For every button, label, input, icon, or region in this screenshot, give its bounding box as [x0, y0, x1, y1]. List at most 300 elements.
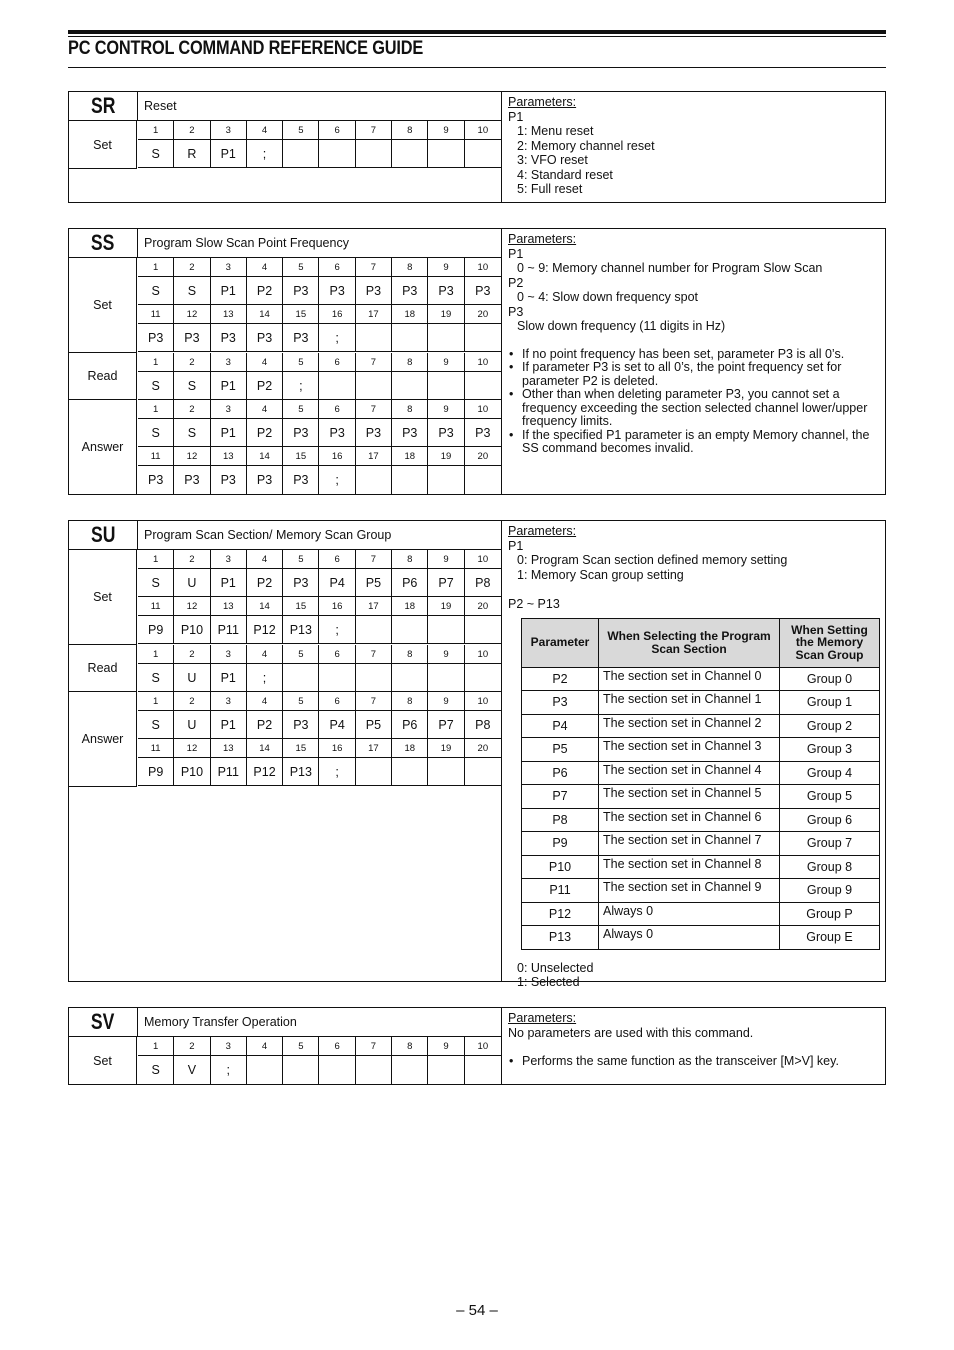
value-row [138, 466, 501, 494]
value-cell: P3 [283, 419, 319, 446]
value-cell: P8 [475, 575, 491, 590]
value-cell: S [138, 1056, 174, 1084]
parameter-cell: P7 [522, 785, 599, 809]
index-cell: 6 [319, 692, 355, 710]
command-code-text: SR [90, 93, 116, 118]
index-cell: 7 [356, 550, 392, 568]
group-cell: Group 3 [780, 738, 880, 762]
value-cell: P5 [356, 569, 392, 596]
table-row [522, 691, 880, 715]
index-cell: 5 [283, 258, 319, 276]
value-cell: P3 [428, 277, 464, 304]
index-cell: 8 [392, 645, 428, 663]
index-cell: 10 [477, 648, 489, 660]
read-grid [138, 645, 501, 692]
param-p1: P1 [508, 538, 524, 553]
value-cell: P3 [211, 466, 247, 494]
index-cell: 12 [174, 739, 210, 757]
value-cell: S [138, 419, 174, 446]
index-cell: 4 [247, 645, 283, 663]
value-cell [465, 324, 501, 351]
index-cell: 12 [174, 447, 210, 465]
index-cell: 4 [247, 692, 283, 710]
value-cell: P3 [283, 466, 319, 494]
header-rule-thick [68, 30, 886, 34]
value-cell: P3 [283, 711, 319, 738]
value-cell [428, 140, 464, 167]
value-cell: P3 [319, 419, 355, 446]
note-item: • Performs the same function as the transceiver [M>V] key. [508, 1054, 879, 1069]
value-cell: S [138, 711, 174, 738]
index-cell: 4 [247, 121, 283, 139]
section-cell: Always 0 [599, 902, 780, 926]
value-cell: P3 [283, 569, 319, 596]
note-item: • If no point frequency has been set, parameter P3 is all 0’s. [508, 348, 879, 362]
scan-group-table [521, 618, 880, 950]
value-cell: P1 [211, 711, 247, 738]
value-cell [356, 616, 392, 643]
parameter-cell: P11 [522, 879, 599, 903]
value-cell [465, 466, 501, 494]
value-cell [465, 1056, 501, 1084]
param-p2-desc: 0 ~ 4: Slow down frequency spot [517, 290, 699, 304]
index-row [138, 645, 501, 664]
value-cell: P9 [138, 616, 174, 643]
parameter-cell: P5 [522, 738, 599, 762]
value-cell [356, 140, 392, 167]
param-option: 2: Memory channel reset [517, 138, 655, 153]
section-cell: The section set in Channel 7 [599, 832, 780, 856]
section-cell: Always 0 [599, 926, 780, 950]
param-option: 1: Memory Scan group setting [517, 567, 684, 582]
index-cell: 17 [356, 739, 392, 757]
index-cell: 6 [319, 121, 355, 139]
command-block-su [68, 520, 886, 989]
value-cell: S [138, 664, 174, 691]
index-cell: 6 [319, 645, 355, 663]
index-cell: 17 [356, 597, 392, 615]
command-format-su [69, 521, 501, 981]
set-label: Set [69, 1037, 137, 1084]
value-cell: V [174, 1056, 210, 1084]
value-cell: P4 [319, 569, 355, 596]
index-row [138, 121, 501, 140]
param-option: 1: Menu reset [517, 124, 594, 138]
value-cell: U [174, 569, 210, 596]
value-cell [428, 324, 464, 351]
set-label: Set [69, 550, 137, 645]
parameter-cell: P2 [522, 667, 599, 691]
index-cell: 1 [138, 353, 174, 371]
index-cell: 8 [392, 121, 428, 139]
index-row [138, 447, 501, 466]
value-cell: U [174, 664, 210, 691]
group-cell: Group P [780, 902, 880, 926]
index-cell: 3 [211, 353, 247, 371]
index-cell: 15 [283, 447, 319, 465]
value-cell: P1 [211, 372, 247, 399]
value-cell: P3 [138, 466, 174, 494]
table-body [522, 667, 880, 949]
index-cell: 6 [319, 1037, 355, 1055]
value-cell [392, 324, 428, 351]
index-cell: 5 [283, 353, 319, 371]
value-cell: P10 [174, 758, 210, 785]
value-cell: P5 [356, 711, 392, 738]
read-label: Read [69, 645, 137, 692]
read-grid [138, 353, 501, 400]
value-row [138, 664, 501, 692]
index-cell: 1 [138, 400, 174, 418]
index-cell: 18 [392, 739, 428, 757]
index-cell: 2 [174, 121, 210, 139]
value-cell [319, 664, 355, 691]
param-p1: P1 [508, 109, 524, 124]
value-cell: P3 [319, 277, 355, 304]
no-params-text: No parameters are used with this command. [508, 1025, 754, 1040]
value-row [138, 1056, 501, 1084]
value-cell: S [138, 140, 174, 167]
column-header: When Setting the Memory Scan Group [780, 618, 880, 667]
parameters-title: Parameters: [508, 232, 577, 246]
section-cell: The section set in Channel 6 [599, 808, 780, 832]
set-label: Set [69, 258, 137, 353]
index-cell: 1 [138, 692, 174, 710]
index-cell: 10 [477, 553, 489, 565]
command-code [69, 1008, 138, 1037]
value-row [138, 569, 501, 597]
index-cell: 13 [211, 447, 247, 465]
index-cell: 18 [392, 597, 428, 615]
value-cell: S [174, 372, 210, 399]
section-cell: The section set in Channel 3 [599, 738, 780, 762]
index-cell: 16 [319, 305, 355, 323]
value-cell: P13 [283, 616, 319, 643]
value-cell: P2 [247, 277, 283, 304]
section-cell: The section set in Channel 2 [599, 714, 780, 738]
select-option: 0: Unselected [517, 960, 594, 975]
index-row [138, 400, 501, 419]
index-cell: 13 [211, 305, 247, 323]
index-cell: 3 [211, 258, 247, 276]
command-format-sv [69, 1008, 501, 1084]
value-cell: P4 [319, 711, 355, 738]
index-cell: 19 [428, 597, 464, 615]
value-cell: P3 [283, 324, 319, 351]
value-cell: P3 [475, 425, 491, 440]
value-row [138, 372, 501, 400]
param-option: 3: VFO reset [517, 153, 588, 167]
index-cell: 1 [138, 121, 174, 139]
param-option: 0: Program Scan section defined memory setting [517, 553, 788, 567]
value-cell: P3 [392, 419, 428, 446]
value-cell: P2 [247, 569, 283, 596]
notes-list [508, 348, 879, 456]
command-code-text: SU [90, 522, 116, 547]
parameters-panel [501, 92, 885, 202]
group-cell: Group 0 [780, 667, 880, 691]
value-cell: P12 [247, 758, 283, 785]
index-cell: 13 [211, 739, 247, 757]
index-cell: 2 [174, 550, 210, 568]
param-p2: P2 [508, 275, 524, 290]
value-row [138, 277, 501, 305]
value-cell [392, 466, 428, 494]
value-cell: R [174, 140, 210, 167]
index-cell: 10 [477, 261, 489, 273]
index-cell: 3 [211, 400, 247, 418]
value-cell: ; [319, 324, 355, 351]
value-cell: P2 [247, 711, 283, 738]
index-cell: 13 [211, 597, 247, 615]
command-code [69, 92, 138, 121]
value-cell [356, 664, 392, 691]
value-cell: P2 [247, 372, 283, 399]
page-title: PC CONTROL COMMAND REFERENCE GUIDE [68, 38, 424, 59]
index-cell: 7 [356, 353, 392, 371]
parameters-title: Parameters: [508, 524, 577, 538]
index-cell: 5 [283, 1037, 319, 1055]
table-row [522, 902, 880, 926]
value-cell [428, 466, 464, 494]
group-cell: Group 6 [780, 808, 880, 832]
index-cell: 20 [477, 742, 489, 754]
index-cell: 6 [319, 258, 355, 276]
command-code-text: SS [91, 230, 115, 255]
index-cell: 5 [283, 121, 319, 139]
index-row [138, 353, 501, 372]
parameter-cell: P3 [522, 691, 599, 715]
value-row [138, 419, 501, 447]
value-cell: S [138, 569, 174, 596]
value-cell: S [138, 372, 174, 399]
index-cell: 3 [211, 121, 247, 139]
value-cell: S [174, 419, 210, 446]
index-row [138, 550, 501, 569]
index-cell: 14 [247, 597, 283, 615]
index-cell: 6 [319, 550, 355, 568]
index-cell: 5 [283, 400, 319, 418]
value-cell: P3 [138, 324, 174, 351]
index-cell: 11 [138, 447, 174, 465]
index-cell: 8 [392, 692, 428, 710]
index-cell: 18 [392, 305, 428, 323]
table-row [522, 832, 880, 856]
section-cell: The section set in Channel 8 [599, 855, 780, 879]
table-row [522, 879, 880, 903]
answer-grid [138, 400, 501, 494]
index-cell: 2 [174, 1037, 210, 1055]
value-cell [356, 466, 392, 494]
index-cell: 1 [138, 645, 174, 663]
command-block-ss [68, 228, 886, 495]
value-cell [392, 616, 428, 643]
index-cell: 3 [211, 645, 247, 663]
index-cell: 9 [428, 121, 464, 139]
parameters-panel [501, 1008, 885, 1084]
value-cell [283, 1056, 319, 1084]
select-option: 1: Selected [517, 975, 580, 989]
value-cell: P6 [392, 711, 428, 738]
group-cell: Group 1 [780, 691, 880, 715]
value-cell [319, 372, 355, 399]
value-cell [283, 664, 319, 691]
value-cell [465, 758, 501, 785]
value-cell [428, 1056, 464, 1084]
index-cell: 3 [211, 550, 247, 568]
parameter-cell: P6 [522, 761, 599, 785]
set-grid [138, 258, 501, 352]
index-cell: 7 [356, 692, 392, 710]
group-cell: Group 5 [780, 785, 880, 809]
value-cell: P10 [174, 616, 210, 643]
index-cell: 15 [283, 597, 319, 615]
index-cell: 10 [477, 124, 489, 136]
value-cell [428, 758, 464, 785]
param-option: 5: Full reset [517, 182, 583, 196]
index-cell: 9 [428, 400, 464, 418]
set-label: Set [69, 121, 137, 169]
index-cell: 8 [392, 258, 428, 276]
index-cell: 8 [392, 1037, 428, 1055]
command-code [69, 521, 138, 550]
group-cell: Group 2 [780, 714, 880, 738]
table-row [522, 926, 880, 950]
parameter-cell: P4 [522, 714, 599, 738]
group-cell: Group 4 [780, 761, 880, 785]
command-name: Program Slow Scan Point Frequency [138, 229, 501, 258]
value-cell [319, 140, 355, 167]
index-cell: 9 [428, 258, 464, 276]
parameter-cell: P9 [522, 832, 599, 856]
index-cell: 12 [174, 597, 210, 615]
index-cell: 15 [283, 739, 319, 757]
column-header: When Selecting the Program Scan Section [599, 618, 780, 667]
index-cell: 17 [356, 305, 392, 323]
index-cell: 7 [356, 1037, 392, 1055]
param-range: P2 ~ P13 [508, 597, 560, 611]
index-cell: 9 [428, 692, 464, 710]
value-cell: P3 [174, 324, 210, 351]
command-format-ss [69, 229, 501, 494]
value-cell [392, 758, 428, 785]
value-cell [392, 372, 428, 399]
command-name: Program Scan Section/ Memory Scan Group [138, 521, 501, 550]
section-cell: The section set in Channel 0 [599, 667, 780, 691]
index-cell: 3 [211, 692, 247, 710]
note-item: • Other than when deleting parameter P3, you cannot set a frequency exceeding the section selected channel lower/upper frequency limits. [508, 388, 879, 429]
index-cell: 1 [138, 1037, 174, 1055]
value-cell: ; [283, 372, 319, 399]
index-cell: 19 [428, 305, 464, 323]
answer-label: Answer [69, 692, 137, 787]
value-cell: ; [319, 616, 355, 643]
value-cell: P11 [211, 758, 247, 785]
parameters-title: Parameters: [508, 1011, 577, 1025]
parameter-cell: P13 [522, 926, 599, 950]
index-cell: 4 [247, 353, 283, 371]
index-cell: 5 [283, 645, 319, 663]
index-cell: 1 [138, 550, 174, 568]
parameters-panel [501, 521, 885, 989]
value-cell: S [138, 277, 174, 304]
value-row [138, 758, 501, 786]
index-cell: 3 [211, 1037, 247, 1055]
index-cell: 8 [392, 353, 428, 371]
value-cell [465, 664, 501, 691]
param-p1: P1 [508, 246, 524, 261]
section-cell: The section set in Channel 1 [599, 691, 780, 715]
value-cell [465, 140, 501, 167]
index-cell: 14 [247, 739, 283, 757]
index-row [138, 597, 501, 616]
set-grid [138, 550, 501, 644]
index-cell: 7 [356, 121, 392, 139]
value-cell: P7 [428, 569, 464, 596]
param-p3: P3 [508, 304, 524, 319]
parameter-cell: P8 [522, 808, 599, 832]
index-cell: 15 [283, 305, 319, 323]
header-rule-bottom [68, 67, 886, 68]
value-cell: ; [319, 466, 355, 494]
param-option: 4: Standard reset [517, 167, 613, 182]
index-cell: 2 [174, 400, 210, 418]
index-cell: 20 [477, 600, 489, 612]
index-cell: 9 [428, 645, 464, 663]
value-cell [356, 324, 392, 351]
index-cell: 16 [319, 447, 355, 465]
parameters-panel [501, 229, 885, 494]
value-cell: P1 [211, 277, 247, 304]
index-cell: 9 [428, 550, 464, 568]
index-cell: 4 [247, 550, 283, 568]
note-item: • If the specified P1 parameter is an empty Memory channel, the SS command becomes invalid. [508, 429, 879, 456]
value-cell: P3 [211, 324, 247, 351]
section-cell: The section set in Channel 4 [599, 761, 780, 785]
index-cell: 9 [428, 1037, 464, 1055]
value-cell: S [174, 277, 210, 304]
index-cell: 20 [477, 450, 489, 462]
index-cell: 16 [319, 597, 355, 615]
table-row [522, 808, 880, 832]
index-cell: 2 [174, 258, 210, 276]
page-number: – 54 – [456, 1302, 498, 1319]
value-cell: P8 [475, 717, 491, 732]
answer-label: Answer [69, 400, 137, 494]
index-cell: 8 [392, 550, 428, 568]
value-cell: P1 [211, 569, 247, 596]
command-block-sv [68, 1007, 886, 1085]
value-cell: P3 [283, 277, 319, 304]
table-header-row [522, 618, 880, 667]
value-row [138, 324, 501, 352]
index-cell: 11 [138, 305, 174, 323]
value-cell: P3 [247, 324, 283, 351]
set-grid [138, 121, 501, 168]
value-cell: ; [319, 758, 355, 785]
value-cell: P3 [174, 466, 210, 494]
index-cell: 5 [283, 692, 319, 710]
param-p3-desc: Slow down frequency (11 digits in Hz) [517, 319, 726, 333]
index-cell: 2 [174, 353, 210, 371]
table-row [522, 738, 880, 762]
header-rule-thin [68, 36, 886, 37]
parameters-title: Parameters: [508, 95, 577, 109]
value-cell [392, 664, 428, 691]
value-cell: P3 [247, 466, 283, 494]
value-cell [356, 1056, 392, 1084]
value-cell: U [174, 711, 210, 738]
